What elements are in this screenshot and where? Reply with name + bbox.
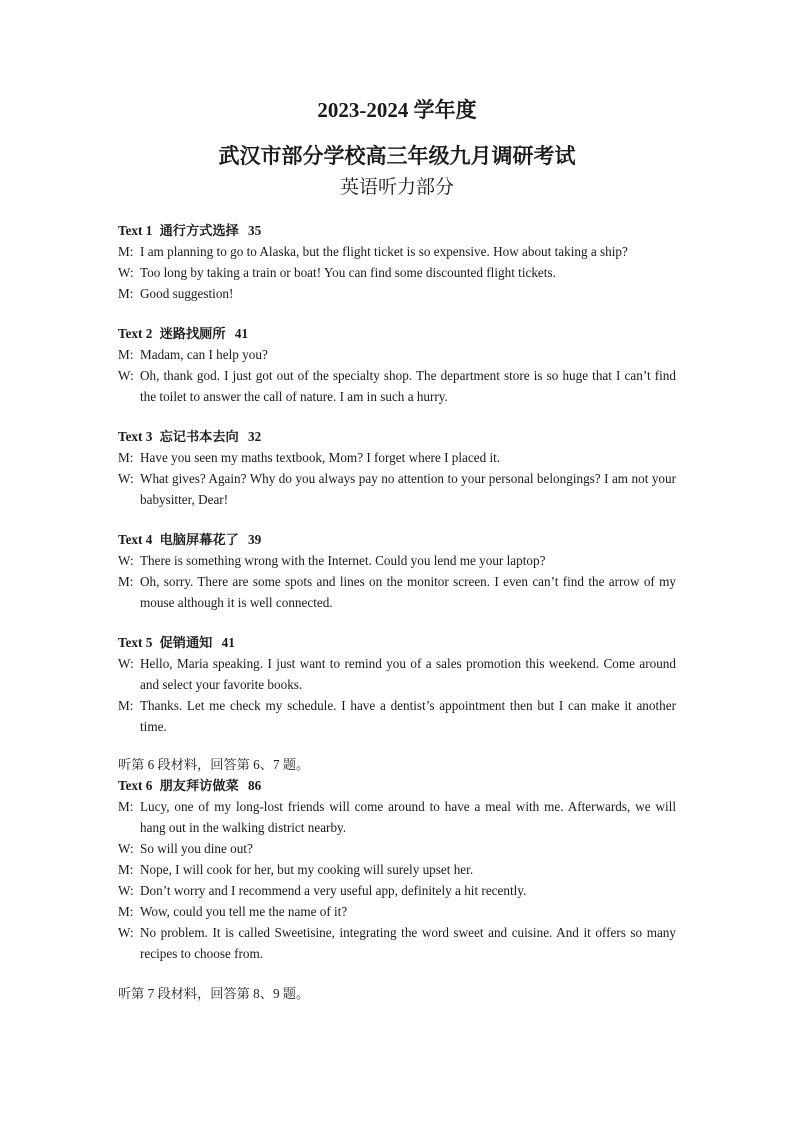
- speaker-label: M:: [118, 574, 134, 589]
- dialogue-line: [118, 283, 676, 304]
- dialogue-line: [118, 571, 676, 613]
- section-title: [118, 323, 676, 344]
- speaker-label: M:: [118, 286, 134, 301]
- dialogue-line: [118, 922, 676, 964]
- section-title: [118, 529, 676, 550]
- dialogue-line: [118, 241, 676, 262]
- document-title: 武汉市部分学校高三年级九月调研考试: [218, 144, 576, 168]
- speaker-label: W:: [118, 883, 134, 898]
- speaker-label: M:: [118, 799, 134, 814]
- speaker-label: W:: [118, 841, 134, 856]
- dialogue-line: [118, 695, 676, 737]
- speaker-label: W:: [118, 265, 134, 280]
- speech-text: Oh, sorry. There are some spots and lines on the monitor screen. I even can’t find the arrow of my mouse although it is well connected.: [140, 574, 676, 610]
- transcript-section-4: [118, 529, 676, 613]
- dialogue-line: [118, 880, 676, 901]
- speaker-label: W:: [118, 656, 134, 671]
- section-title: [118, 426, 676, 447]
- section-title: [118, 632, 676, 653]
- speech-text: Nope, I will cook for her, but my cooking will surely upset her.: [140, 862, 474, 877]
- speaker-label: W:: [118, 368, 134, 383]
- dialogue-line: [118, 550, 676, 571]
- section-label: Text 2: [118, 326, 153, 341]
- speech-text: So will you dine out?: [140, 841, 253, 856]
- speech-text: Don’t worry and I recommend a very useful app, definitely a hit recently.: [140, 883, 527, 898]
- section-topic: 迷路找厕所: [159, 326, 226, 341]
- speaker-label: M:: [118, 904, 134, 919]
- dialogue-line: [118, 447, 676, 468]
- section-title: [118, 220, 676, 241]
- dialogue-line: [118, 468, 676, 510]
- section-topic: 电脑屏幕花了: [159, 532, 239, 547]
- section-number: 41: [234, 326, 249, 341]
- document-subtitle: 英语听力部分: [339, 177, 454, 198]
- speech-text: No problem. It is called Sweetisine, integrating the word sweet and cuisine. And it offers so many recipes to choose from.: [140, 925, 676, 961]
- section-topic: 忘记书本去向: [159, 429, 239, 444]
- speaker-label: W:: [118, 471, 134, 486]
- speech-text: Wow, could you tell me the name of it?: [140, 904, 348, 919]
- section-label: Text 1: [118, 223, 153, 238]
- dialogue-line: [118, 653, 676, 695]
- section-topic: 通行方式选择: [159, 223, 239, 238]
- transcript-section-6: [118, 754, 676, 964]
- speaker-label: M:: [118, 698, 134, 713]
- dialogue-line: [118, 344, 676, 365]
- speaker-label: M:: [118, 347, 134, 362]
- dialogue-line: [118, 859, 676, 880]
- dialogue-line: [118, 796, 676, 838]
- speaker-label: M:: [118, 450, 134, 465]
- dialogue-line: [118, 365, 676, 407]
- speaker-label: M:: [118, 862, 134, 877]
- speech-text: There is something wrong with the Internet. Could you lend me your laptop?: [140, 553, 546, 568]
- transcript-section-1: [118, 220, 676, 304]
- section-number: 41: [221, 635, 235, 650]
- document-year: 2023-2024 学年度: [317, 98, 477, 122]
- transcript-section-2: [118, 323, 676, 407]
- dialogue-line: [118, 262, 676, 283]
- speech-text: What gives? Again? Why do you always pay no attention to your personal belongings? I am not your babysitter, Dear!: [140, 471, 676, 507]
- speech-text: Thanks. Let me check my schedule. I have a dentist’s appointment then but I can make it another time.: [140, 698, 676, 734]
- speaker-label: W:: [118, 925, 134, 940]
- section-number: 32: [248, 429, 262, 444]
- speech-text: Good suggestion!: [140, 286, 234, 301]
- section-label: Text 6: [118, 778, 153, 793]
- transcript-section-3: [118, 426, 676, 510]
- section-label: Text 5: [118, 635, 153, 650]
- section-number: 86: [248, 778, 262, 793]
- speech-text: Madam, can I help you?: [140, 347, 268, 362]
- section-label: Text 3: [118, 429, 153, 444]
- transcript-section-5: [118, 632, 676, 737]
- section-topic: 朋友拜访做菜: [159, 778, 239, 793]
- speech-text: Oh, thank god. I just got out of the specialty shop. The department store is so huge that I can’t find the toilet to answer the call of nature. I am in such a hurry.: [140, 368, 676, 404]
- section-number: 35: [248, 223, 262, 238]
- speech-text: Lucy, one of my long-lost friends will come around to have a meal with me. Afterwards, we will hang out in the walking district nearby.: [140, 799, 676, 835]
- transcript-body: [118, 220, 676, 1004]
- speech-text: Hello, Maria speaking. I just want to remind you of a sales promotion this weekend. Come around and select your favorite books.: [140, 656, 676, 692]
- section-title: [118, 775, 676, 796]
- speech-text: Too long by taking a train or boat! You can find some discounted flight tickets.: [140, 265, 556, 280]
- section-label: Text 4: [118, 532, 153, 547]
- listening-instruction: 听第 6 段材料，回答第 6、7 题。: [118, 757, 310, 772]
- speaker-label: W:: [118, 553, 134, 568]
- section-topic: 促销通知: [159, 635, 213, 650]
- listening-instruction-next: 听第 7 段材料，回答第 8、9 题。: [118, 986, 310, 1001]
- speech-text: I am planning to go to Alaska, but the flight ticket is so expensive. How about taking a ship?: [140, 244, 628, 259]
- section-number: 39: [248, 532, 262, 547]
- speaker-label: M:: [118, 244, 134, 259]
- speech-text: Have you seen my maths textbook, Mom? I forget where I placed it.: [140, 450, 501, 465]
- dialogue-line: [118, 901, 676, 922]
- dialogue-line: [118, 838, 676, 859]
